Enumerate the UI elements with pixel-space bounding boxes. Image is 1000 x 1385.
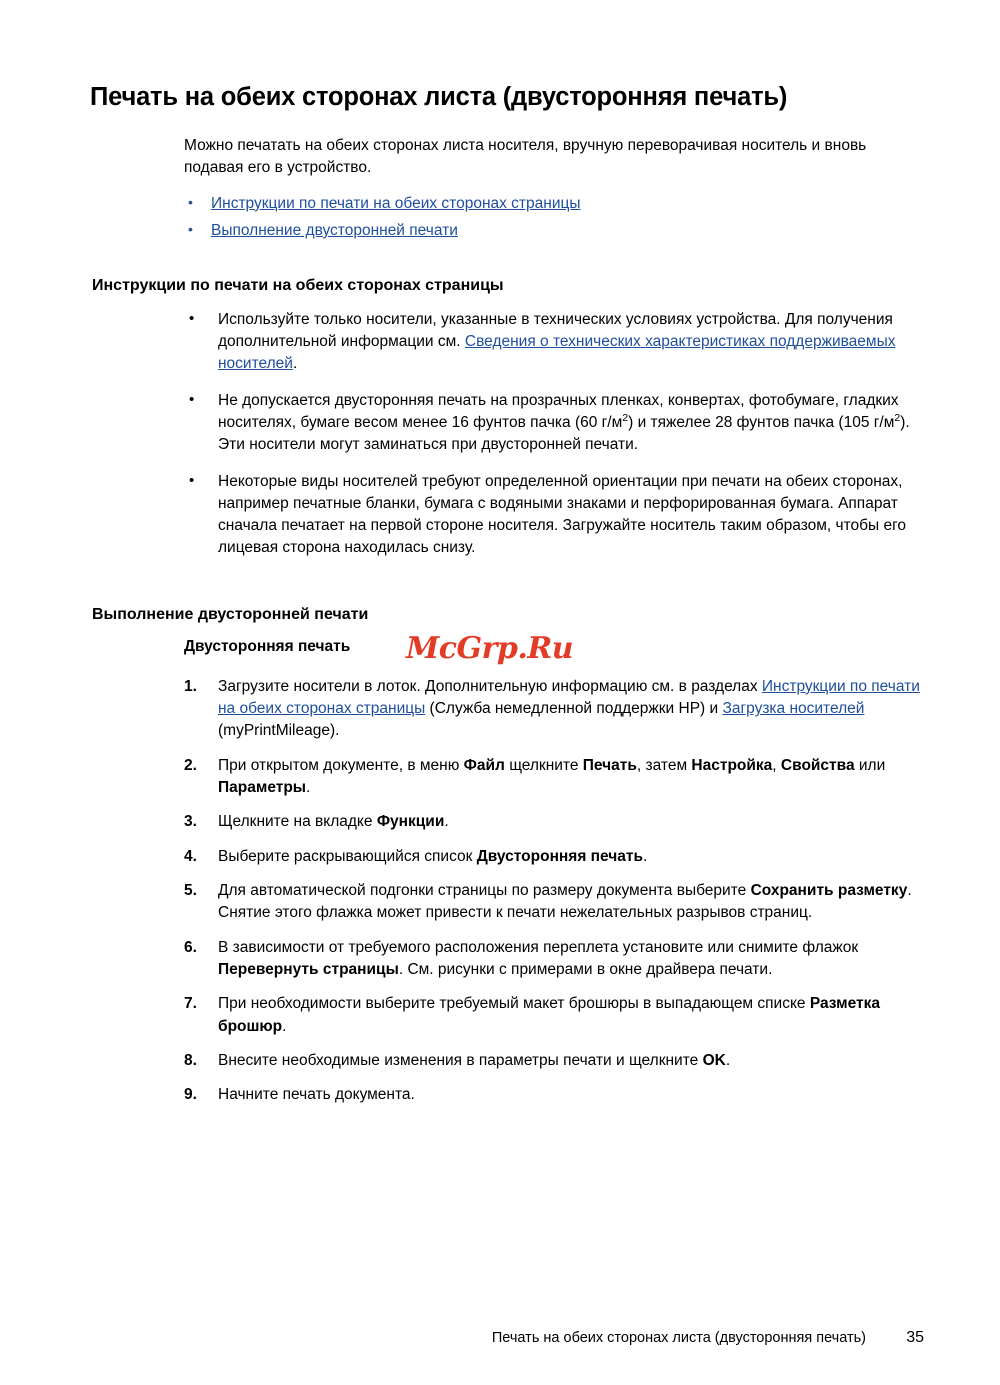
footer-page-number: 35	[906, 1329, 924, 1346]
list-item	[184, 192, 924, 216]
section-heading-performing: Выполнение двусторонней печати	[92, 605, 369, 623]
page-footer	[90, 1329, 924, 1347]
toc-link-performing[interactable]: Выполнение двусторонней печати	[211, 221, 458, 239]
bullet-text-after: .	[292, 355, 298, 373]
list-item: В зависимости от требуемого расположения переплета установите или снимите флажок Перевернуть страницы. См. рисунки с примерами в окне драйвера печати.	[218, 938, 859, 978]
toc-link-list	[184, 192, 924, 243]
list-item	[184, 219, 924, 243]
link-guidelines-inline[interactable]: Инструкции по печати на обеих сторонах страницы	[218, 677, 920, 718]
list-item: • Не допускается двусторонняя печать на прозрачных пленках, конвертах, фотобумаге, гладких носителях, бумаге весом менее 16 фунтов пачка (60 $г/м^2$) и тяжелее 28 фунтов пачка (105 $г/м^2$). Эти носители могут заминаться при двусторонней печати.	[184, 390, 924, 457]
link-load-media[interactable]: Загрузка носителей	[722, 700, 865, 718]
subheading-duplex: Двусторонняя печать	[184, 637, 351, 655]
list-item: Внесите необходимые изменения в параметры печати и щелкните OK.	[218, 1051, 731, 1069]
list-item: При необходимости выберите требуемый макет брошюры в выпадающем списке Разметка брошюр.	[218, 995, 880, 1035]
list-item: Для автоматической подгонки страницы по размеру документа выберите Сохранить разметку. Снятие этого флажка может привести к печати нежелательных разрывов страниц.	[218, 881, 912, 922]
section-heading-guidelines: Инструкции по печати на обеих сторонах страницы	[92, 276, 504, 294]
watermark-mcgrp: McGrp.Ru	[406, 630, 574, 666]
link-media-specs[interactable]: Сведения о технических характеристиках поддерживаемых носителей	[218, 332, 896, 373]
list-item: Выберите раскрывающийся список Двусторонняя печать.	[218, 847, 648, 865]
guidelines-bullet-list	[184, 309, 924, 560]
footer-title: Печать на обеих сторонах листа (двусторонняя печать)	[491, 1330, 866, 1346]
duplex-steps-list	[184, 676, 924, 1107]
list-item: • Некоторые виды носителей требуют определенной ориентации при печати на обеих сторонах, например печатные бланки, бумага с водяными знаками и перфорированная бумага. Аппарат сначала печатает на первой стороне носителя. Загружайте носитель таким образом, чтобы его лицевая сторона находилась снизу.	[184, 471, 924, 560]
list-item: Начните печать документа.	[218, 1086, 415, 1104]
list-item: При открытом документе, в меню Файл щелкните Печать, затем Настройка, Свойства или Параметры.	[218, 756, 886, 796]
step1-text-c: (myPrintMileage).	[218, 722, 340, 740]
list-item	[184, 309, 924, 376]
page-title: Печать на обеих сторонах листа (двусторонняя печать)	[90, 83, 788, 111]
list-item	[184, 676, 924, 743]
bullet-text-before: Используйте только носители, указанные в технических условиях устройства. Для получения дополнительной информации см.	[218, 310, 893, 350]
step1-text-a: Загрузите носители в лоток. Дополнительную информацию см. в разделах	[218, 677, 762, 695]
intro-paragraph: Можно печатать на обеих сторонах листа носителя, вручную переворачивая носитель и вновь подавая его в устройство.	[184, 136, 867, 176]
step1-text-b: (Служба немедленной поддержки HP) и	[425, 700, 723, 718]
subheading-row	[90, 630, 924, 666]
list-item: Щелкните на вкладке Функции.	[218, 813, 449, 831]
toc-link-guidelines[interactable]: Инструкции по печати на обеих сторонах страницы	[211, 194, 581, 212]
